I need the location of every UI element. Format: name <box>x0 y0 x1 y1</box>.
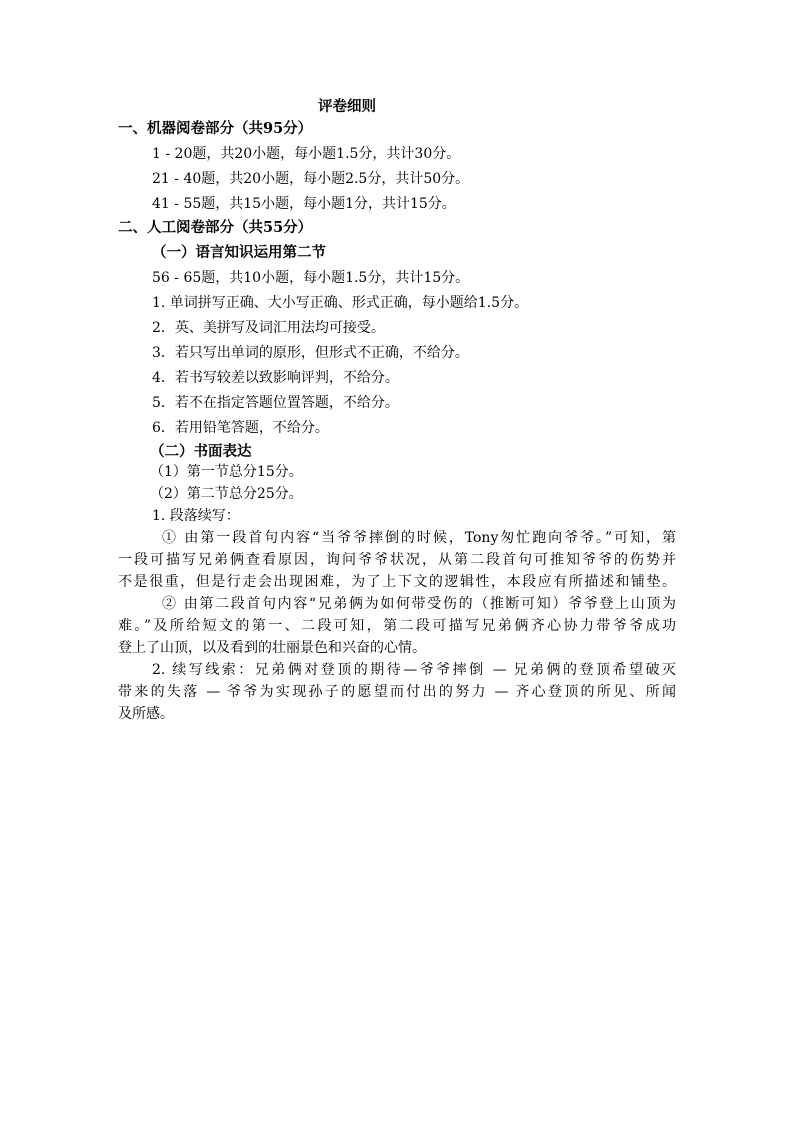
paragraph2-line: 难。”及所给短文的第一、二段可知，第二段可描写兄弟俩齐心协力带爷爷成功 <box>118 618 676 634</box>
part1-heading: （一）语言知识运用第二节 <box>152 244 326 261</box>
document-title: 评卷细则 <box>318 98 376 115</box>
section1-heading: 一、机器阅卷部分（共95分） <box>118 120 313 137</box>
part1-line: 5．若不在指定答题位置答题，不给分。 <box>152 395 399 411</box>
section1-line: 41 - 55题，共15小题，每小题1分，共计15分。 <box>152 196 456 212</box>
paragraph3-line: 及所感。 <box>118 706 174 722</box>
section1-line: 1 - 20题，共20小题，每小题1.5分，共计30分。 <box>152 146 461 162</box>
section1-line: 21 - 40题，共20小题，每小题2.5分，共计50分。 <box>152 171 470 187</box>
document-title-row <box>0 96 794 117</box>
paragraph2-line: 登上了山顶，以及看到的壮丽景色和兴奋的心情。 <box>118 640 426 656</box>
part1-line: 6．若用铅笔答题，不给分。 <box>152 420 329 436</box>
paragraph3-line: 2. 续写线索：兄弟俩对登顶的期待—爷爷摔倒 — 兄弟俩的登顶希望破灭 <box>152 662 676 678</box>
part1-line: 3．若只写出单词的原形，但形式不正确，不给分。 <box>152 345 469 361</box>
paragraph2-line: ② 由第二段首句内容“兄弟俩为如何带受伤的（推断可知）爷爷登上山顶为 <box>162 596 676 612</box>
part1-line: 4．若书写较差以致影响评判，不给分。 <box>152 370 399 386</box>
part2-line: 1. 段落续写： <box>152 508 240 524</box>
part2-line: （1）第一节总分15分。 <box>150 464 303 480</box>
part1-line: 1. 单词拼写正确、大小写正确、形式正确，每小题给1.5分。 <box>152 295 529 311</box>
paragraph1-line: ① 由第一段首句内容“当爷爷摔倒的时候，Tony匆忙跑向爷爷。”可知，第 <box>162 530 676 546</box>
part1-line: 2．英、美拼写及词汇用法均可接受。 <box>152 320 385 336</box>
paragraph3-line: 带来的失落 — 爷爷为实现孙子的愿望而付出的努力 — 齐心登顶的所见、所闻 <box>118 684 676 700</box>
part2-heading: （二）书面表达 <box>150 443 252 460</box>
part1-line: 56 - 65题，共10小题，每小题1.5分，共计15分。 <box>152 270 470 286</box>
part2-line: （2）第二节总分25分。 <box>150 486 303 502</box>
section2-heading: 二、人工阅卷部分（共55分） <box>118 219 313 236</box>
paragraph1-line: 一段可描写兄弟俩查看原因，询问爷爷状况，从第二段首句可推知爷爷的伤势并 <box>118 552 676 568</box>
paragraph1-line: 不是很重，但是行走会出现困难，为了上下文的逻辑性，本段应有所描述和铺垫。 <box>118 574 676 590</box>
